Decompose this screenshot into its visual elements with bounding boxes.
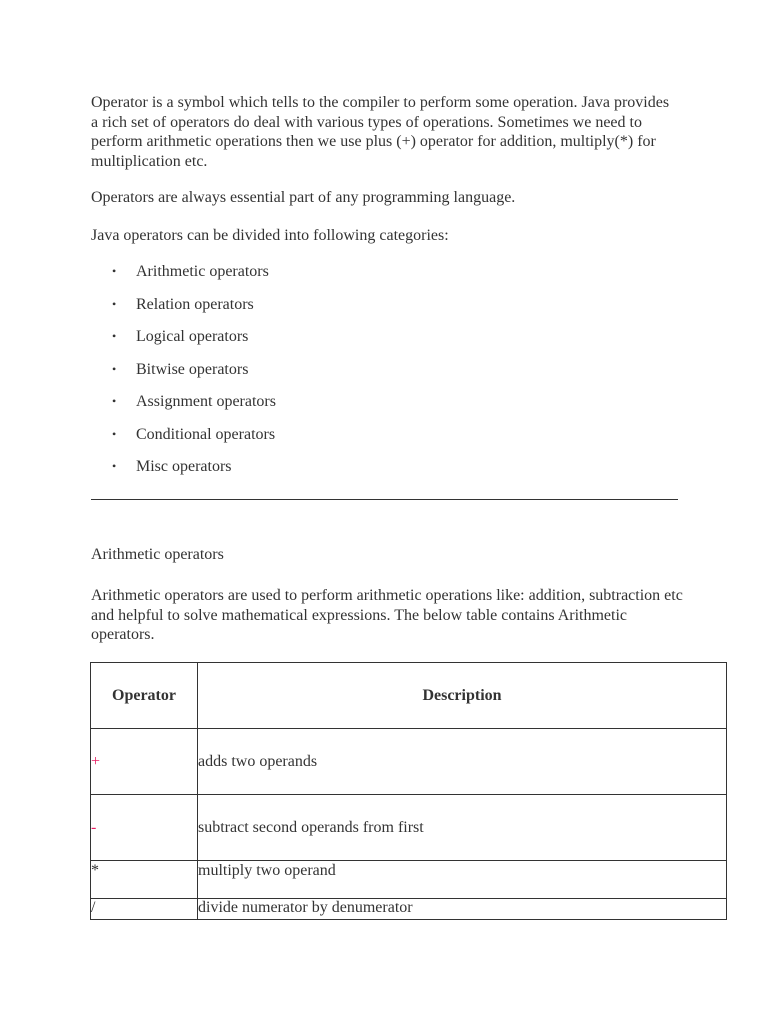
table-header-row: [91, 663, 727, 729]
operator-cell: -: [91, 795, 198, 861]
intro-paragraph-2: Operators are always essential part of any programming language.: [91, 189, 516, 206]
section-description: Arithmetic operators are used to perform arithmetic operations like: addition, subtraction etc and helpful to solve mathematical expressions. The below table contains Arithmetic operators.: [91, 587, 683, 643]
bullet-icon: •: [112, 296, 117, 311]
category-list: [91, 262, 731, 490]
operators-table: [90, 662, 727, 920]
list-item: • Logical operators: [112, 328, 249, 345]
operator-cell: +: [91, 729, 198, 795]
description-cell: adds two operands: [198, 729, 727, 795]
list-item: • Arithmetic operators: [112, 263, 269, 280]
description-header: Description: [198, 663, 727, 729]
description-cell: divide numerator by denumerator: [198, 899, 727, 920]
operator-header: Operator: [91, 663, 198, 729]
list-item: • Misc operators: [112, 458, 232, 475]
bullet-icon: •: [112, 394, 117, 408]
bullet-icon: •: [112, 264, 117, 278]
bullet-icon: •: [112, 426, 117, 441]
intro-paragraph-3: Java operators can be divided into following categories:: [91, 226, 449, 244]
bullet-icon: •: [112, 361, 117, 376]
section-title: Arithmetic operators: [91, 546, 224, 563]
table-row: [91, 861, 727, 899]
list-item: • Assignment operators: [112, 393, 276, 410]
bullet-icon: •: [112, 459, 117, 473]
operator-cell: *: [91, 861, 198, 899]
intro-paragraph-1: Operator is a symbol which tells to the compiler to perform some operation. Java provides a rich set of operators do deal with various types of operations. Sometimes we need to perform arithmetic operations then we use plus (+) operator for addition, multiply(*) for multiplication etc.: [91, 94, 670, 170]
operator-cell: /: [91, 899, 198, 920]
list-item: • Conditional operators: [112, 425, 276, 443]
table-row: [91, 899, 727, 920]
table-row: [91, 795, 727, 861]
list-item: • Bitwise operators: [112, 360, 249, 378]
horizontal-divider: [91, 499, 678, 500]
table-row: [91, 729, 727, 795]
document-body: [91, 93, 731, 490]
bullet-icon: •: [112, 329, 117, 343]
description-cell: multiply two operand: [198, 861, 727, 899]
list-item: • Relation operators: [112, 295, 254, 313]
description-cell: subtract second operands from first: [198, 795, 727, 861]
